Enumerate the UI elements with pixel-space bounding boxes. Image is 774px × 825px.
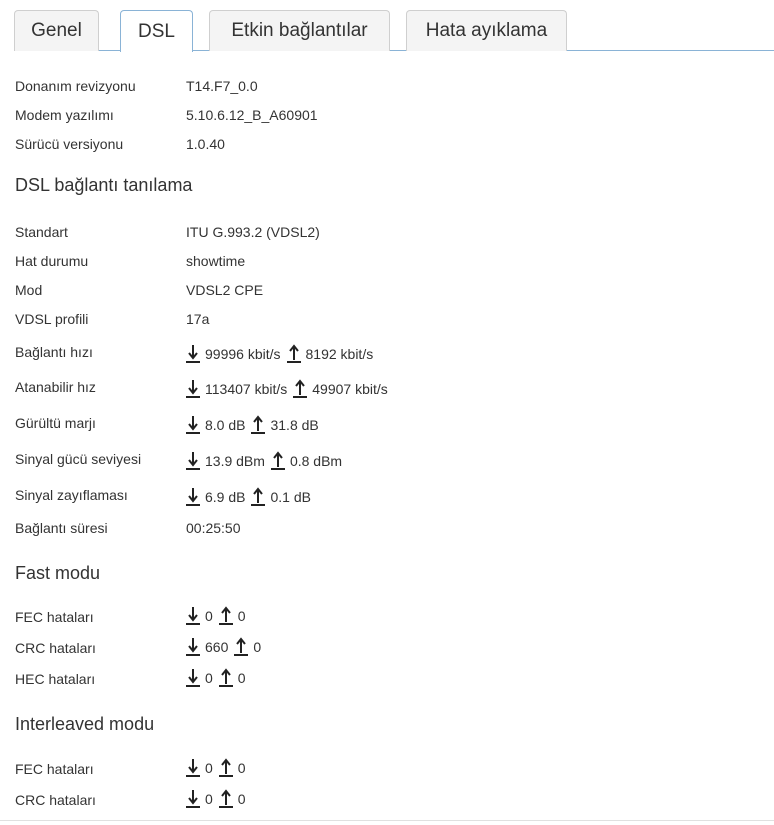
upload-arrow-icon [219, 606, 233, 626]
attenuation-up: 0.1 dB [270, 489, 311, 505]
fast-fec-up: 0 [237, 608, 246, 624]
tab-label: DSL [138, 20, 175, 42]
upload-arrow-icon [251, 487, 265, 507]
tab-label: Genel [31, 20, 82, 41]
fast-fec-down: 0 [205, 608, 213, 624]
noise-margin-label: Gürültü marjı [15, 415, 96, 431]
signal-power-up: 0.8 dBm [289, 453, 343, 469]
upload-arrow-icon [219, 758, 233, 778]
attainable-rate-up: 49907 kbit/s [312, 381, 388, 397]
hardware-value: T14.F7_0.0 [186, 78, 258, 94]
tab-genel[interactable] [14, 10, 99, 51]
uptime-value: 00:25:50 [186, 520, 241, 536]
tab-active-connections[interactable] [209, 10, 390, 51]
download-arrow-icon [186, 379, 200, 399]
download-arrow-icon [186, 637, 200, 657]
firmware-value: 5.10.6.12_B_A60901 [186, 107, 318, 123]
tab-label: Hata ayıklama [425, 20, 548, 41]
dsl-diagnostics-heading: DSL bağlantı tanılama [15, 175, 193, 195]
signal-power-down: 13.9 dBm [205, 453, 265, 469]
uptime-label: Bağlantı süresi [15, 520, 108, 536]
interleaved-fec-up: 0 [237, 760, 246, 776]
standard-value: ITU G.993.2 (VDSL2) [186, 224, 320, 240]
download-arrow-icon [186, 758, 200, 778]
download-arrow-icon [186, 668, 200, 688]
tab-bar [14, 10, 774, 51]
noise-margin-down: 8.0 dB [205, 417, 246, 433]
download-arrow-icon [186, 606, 200, 626]
upload-arrow-icon [219, 789, 233, 809]
fast-fec-label: FEC hataları [15, 609, 94, 625]
upload-arrow-icon [234, 637, 248, 657]
bottom-divider [0, 820, 774, 821]
attenuation-down: 6.9 dB [205, 489, 246, 505]
download-arrow-icon [186, 451, 200, 471]
download-arrow-icon [186, 344, 200, 364]
interleaved-fec-down: 0 [205, 760, 213, 776]
mode-label: Mod [15, 282, 43, 298]
download-arrow-icon [186, 415, 200, 435]
noise-margin-up: 31.8 dB [270, 417, 319, 433]
interleaved-crc-label: CRC hataları [15, 792, 96, 808]
line-status-label: Hat durumu [15, 253, 89, 269]
fast-hec-label: HEC hataları [15, 671, 96, 687]
download-arrow-icon [186, 487, 200, 507]
fast-mode-heading: Fast modu [15, 563, 101, 583]
link-rate-label: Bağlantı hızı [15, 344, 93, 360]
hardware-label: Donanım revizyonu [15, 78, 136, 94]
firmware-label: Modem yazılımı [15, 107, 114, 123]
driver-label: Sürücü versiyonu [15, 136, 124, 152]
fast-crc-down: 660 [205, 639, 229, 655]
fast-crc-label: CRC hataları [15, 640, 96, 656]
tab-dsl[interactable] [120, 10, 193, 52]
upload-arrow-icon [251, 415, 265, 435]
download-arrow-icon [186, 789, 200, 809]
fast-hec-up: 0 [237, 670, 246, 686]
upload-arrow-icon [293, 379, 307, 399]
fast-hec-down: 0 [205, 670, 213, 686]
vdsl-profile-value: 17a [186, 311, 210, 327]
driver-value: 1.0.40 [186, 136, 225, 152]
fast-crc-up: 0 [253, 639, 262, 655]
tab-debug[interactable] [406, 10, 567, 51]
vdsl-profile-label: VDSL profili [15, 311, 89, 327]
link-rate-up: 8192 kbit/s [305, 346, 374, 362]
interleaved-crc-up: 0 [237, 791, 246, 807]
upload-arrow-icon [287, 344, 301, 364]
attainable-rate-down: 113407 kbit/s [205, 381, 288, 397]
signal-power-label: Sinyal gücü seviyesi [15, 451, 142, 467]
upload-arrow-icon [219, 668, 233, 688]
attainable-rate-label: Atanabilir hız [15, 379, 96, 395]
interleaved-mode-heading: Interleaved modu [15, 714, 155, 734]
tab-label: Etkin bağlantılar [231, 20, 368, 41]
attenuation-label: Sinyal zayıflaması [15, 487, 128, 503]
standard-label: Standart [15, 224, 68, 240]
line-status-value: showtime [186, 253, 246, 269]
upload-arrow-icon [271, 451, 285, 471]
link-rate-down: 99996 kbit/s [205, 346, 281, 362]
interleaved-crc-down: 0 [205, 791, 213, 807]
mode-value: VDSL2 CPE [186, 282, 264, 298]
interleaved-fec-label: FEC hataları [15, 761, 94, 777]
